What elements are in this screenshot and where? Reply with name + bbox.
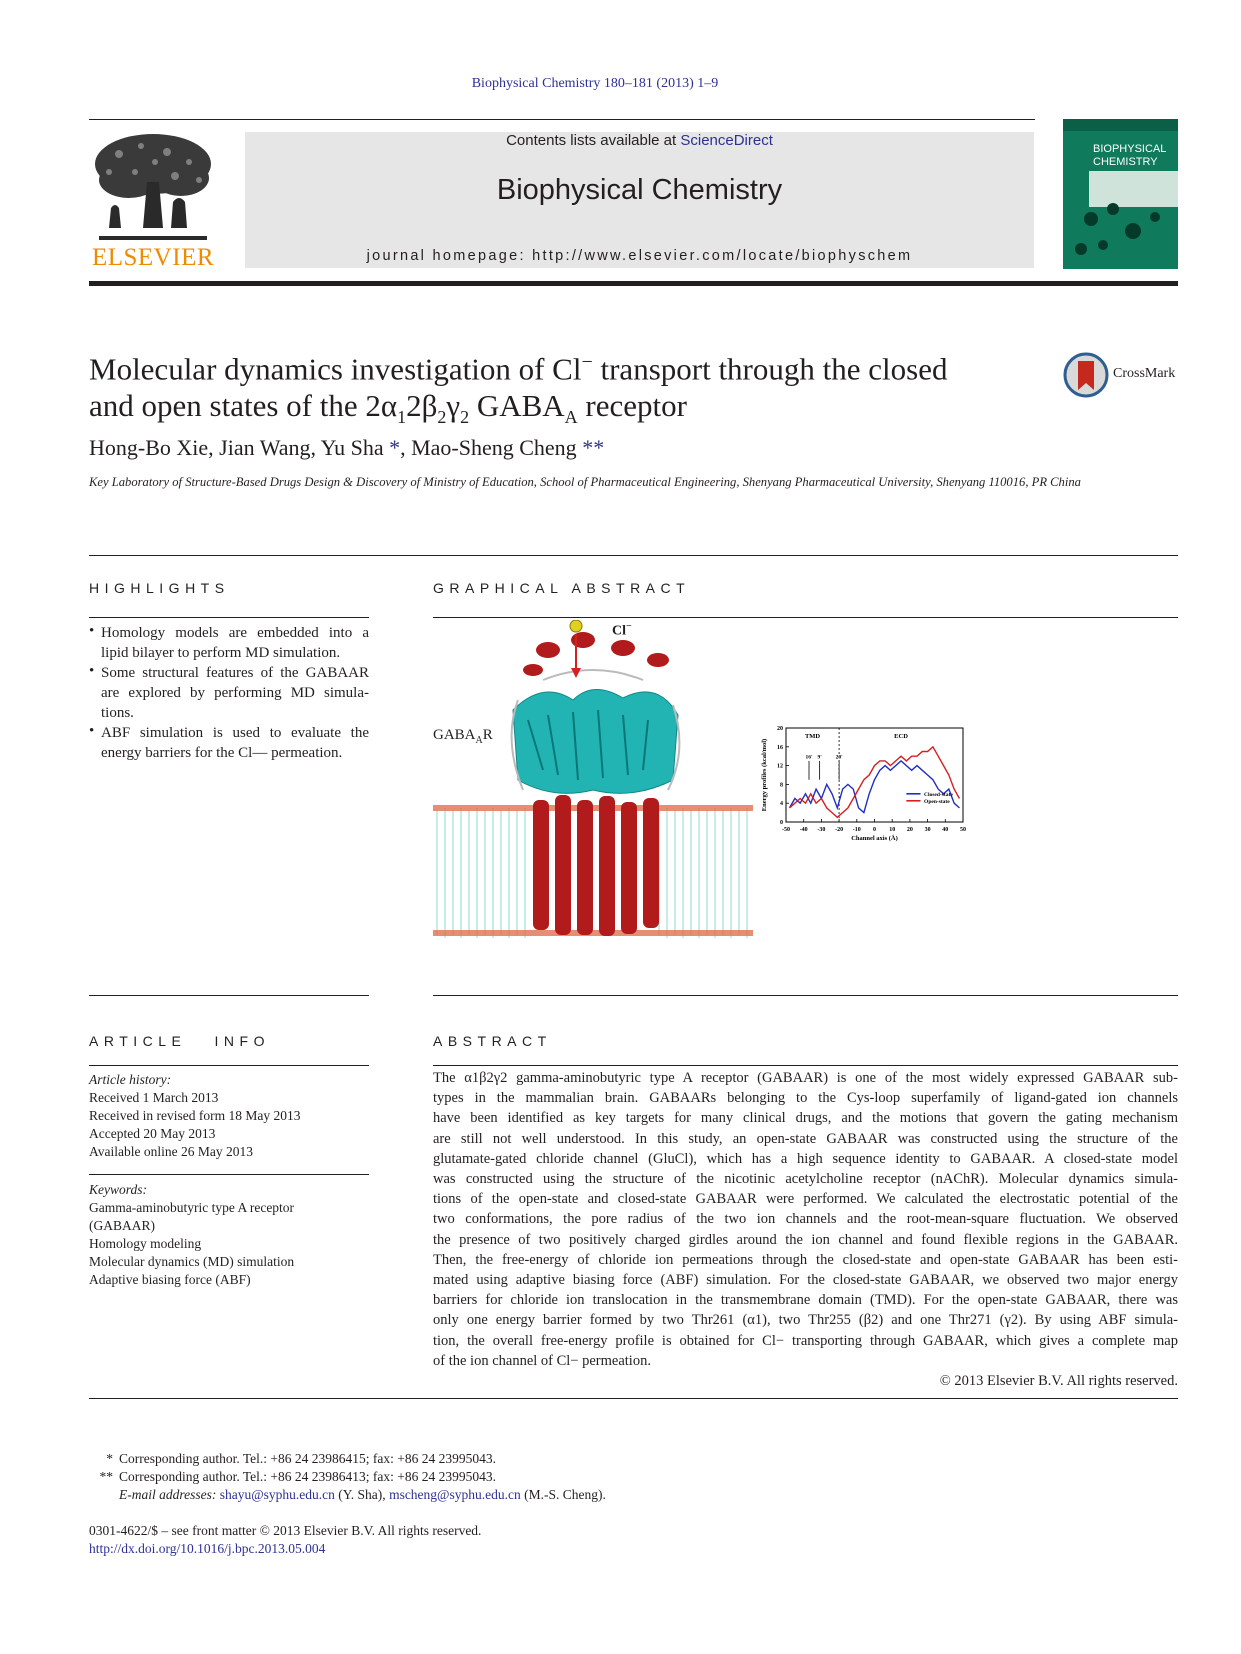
title-l2-sub3: 2 [460, 407, 470, 428]
rule-before-footnotes [89, 1398, 1178, 1399]
doi-link[interactable]: http://dx.doi.org/10.1016/j.bpc.2013.05.004 [89, 1541, 326, 1556]
title-l2-e: receptor [577, 388, 687, 424]
receptor-label-sub: A [475, 735, 483, 746]
residue-label: 20' [835, 754, 843, 761]
footnote-emails [89, 1486, 606, 1504]
crossmark-icon [1063, 352, 1109, 398]
abstract-line: only one energy barrier formed by two Thr261 (α1), two Thr255 (β2) and one Thr271 (γ2). By using ABF simula- [433, 1312, 1178, 1329]
y-tick-label: 4 [780, 801, 783, 808]
abstract-line: The α1β2γ2 gamma-aminobutyric type A receptor (GABAAR) is one of the most widely expressed GABAAR sub- [433, 1070, 1178, 1086]
corresponding-mark-2[interactable]: ** [582, 435, 605, 460]
x-tick-label: -10 [852, 827, 861, 833]
abstract-line: tion, the overall free-energy profile is obtained for Cl− transporting through GABAAR, which gives a complete map [433, 1332, 1178, 1349]
contents-line [245, 132, 1034, 149]
keywords-rule [89, 1174, 369, 1175]
contents-prefix: Contents lists available at [506, 132, 681, 149]
cover-title-1: BIOPHYSICAL [1093, 143, 1167, 155]
keyword-2: Homology modeling [89, 1236, 202, 1251]
ion-label-sup: − [626, 621, 632, 632]
receptor-label [433, 727, 493, 746]
journal-title: Biophysical Chemistry [496, 174, 783, 206]
highlights-rule [89, 617, 369, 618]
highlight-3-line-2: energy barriers for the Cl— permeation. [101, 745, 343, 761]
journal-cover[interactable] [1063, 119, 1178, 269]
abstract-heading: ABSTRACT [433, 1033, 552, 1049]
cover-title-2: CHEMISTRY [1093, 156, 1158, 168]
title-l2-sub2: 2 [437, 407, 447, 428]
title-l2-sub4: A [564, 407, 578, 428]
email-link-sha[interactable]: shayu@syphu.edu.cn [219, 1487, 335, 1502]
transmembrane-helices [533, 795, 659, 936]
email-label: E-mail addresses: [119, 1487, 217, 1502]
highlight-2-line-2: are explored by performing MD simula- [101, 685, 369, 701]
plot-frame [786, 728, 963, 822]
footnote-1 [89, 1450, 606, 1468]
title-l2-c: γ [446, 388, 461, 424]
footnote-2-text: Corresponding author. Tel.: +86 24 23986413; fax: +86 24 23995043. [119, 1469, 497, 1484]
x-tick-label: 20 [906, 827, 913, 833]
abstract-line: types in the mammalian brain. GABAARs belonging to the Cys-loop superfamily of ligand-gated ion channels [433, 1090, 1178, 1107]
y-tick-label: 16 [777, 744, 783, 751]
title-l2-b: 2β [406, 388, 438, 424]
abstract-line: tions of the open-state and closed-state GABAAR were performed. We calculated the electrostatic potential of the [433, 1191, 1178, 1208]
y-tick-label: 12 [777, 763, 783, 770]
keyword-3: Molecular dynamics (MD) simulation [89, 1254, 295, 1269]
journal-citation[interactable]: Biophysical Chemistry 180–181 (2013) 1–9 [471, 76, 719, 91]
residue-label: 9' [817, 754, 822, 761]
rule-before-highlights [89, 555, 1178, 556]
abstract-line: was constructed using the structure of the nicotinic acetylcholine receptor (nAChR). Molecular dynamics simula- [433, 1171, 1178, 1188]
ion-label-text: Cl [612, 623, 626, 639]
article-title [89, 344, 1019, 437]
affiliation: Key Laboratory of Structure-Based Drugs Design & Discovery of Ministry of Education, School of Pharmaceutical Engineering, Shenyang Pharmaceutical University, Shenyang 110016, PR China [89, 475, 1081, 489]
bullet: • [89, 663, 95, 679]
x-tick-label: -50 [782, 827, 790, 833]
cover-top-band [1063, 119, 1178, 131]
title-l1-a: Molecular dynamics investigation of Cl [89, 351, 582, 387]
rule-left-article-info [89, 995, 369, 996]
abstract-line-last: of the ion channel of Cl− permeation. [433, 1352, 651, 1369]
x-axis-label: Channel axis (Å) [851, 835, 898, 842]
legend-label: Open-state [924, 798, 950, 805]
x-tick-label: 50 [960, 827, 966, 833]
highlight-1-line-1: Homology models are embedded into a [101, 625, 369, 641]
front-matter-text: 0301-4622/$ – see front matter © 2013 Elsevier B.V. All rights reserved. [89, 1523, 482, 1538]
series-line-closed-state [790, 761, 960, 813]
graphical-abstract-rule [433, 617, 1178, 618]
article-history [89, 1071, 300, 1161]
graphical-abstract-heading: GRAPHICAL ABSTRACT [433, 580, 691, 596]
footnote-2-mark: ** [99, 1469, 113, 1484]
title-l2-a: and open states of the 2α [89, 388, 398, 424]
receptor-label-b: R [482, 727, 493, 743]
history-label: Article history: [89, 1072, 172, 1087]
x-tick-label: -20 [835, 827, 844, 833]
highlight-2-line-3: tions. [101, 705, 134, 721]
ion-label [612, 621, 632, 640]
bullet: • [89, 623, 95, 639]
email-link-cheng[interactable]: mscheng@syphu.edu.cn [389, 1487, 521, 1502]
keyword-4: Adaptive biasing force (ABF) [89, 1272, 251, 1287]
authors-part-2: , Mao-Sheng Cheng [400, 435, 583, 460]
keywords-label: Keywords: [89, 1182, 147, 1197]
highlight-3-line-1: ABF simulation is used to evaluate the [101, 725, 369, 741]
history-received: Received 1 March 2013 [89, 1090, 219, 1105]
email-who-sha: (Y. Sha), [334, 1487, 390, 1502]
footnote-2 [89, 1468, 606, 1486]
title-l1-sup: − [581, 351, 593, 373]
history-online: Available online 26 May 2013 [89, 1144, 253, 1159]
title-l2-sub1: 1 [397, 407, 407, 428]
residue-label: 16' [805, 754, 813, 761]
x-tick-label: 40 [942, 827, 949, 833]
author-list [89, 435, 604, 461]
abstract-line: mated using adaptive biasing force (ABF) simulation. For the closed-state GABAAR, we observed two major energy [433, 1272, 1178, 1289]
x-tick-label: 30 [924, 827, 931, 833]
corresponding-mark-1[interactable]: * [389, 435, 401, 460]
abstract-line: have been identified as key targets for many clinical drugs, and the motions that govern the gating mechanism [433, 1110, 1178, 1127]
abstract-line: the presence of two positively charged girdles around the ion channel and found flexible regions in the GABAAR. [433, 1231, 1178, 1248]
receptor-structure-image [433, 620, 753, 950]
highlights-heading: HIGHLIGHTS [89, 580, 230, 596]
highlights-list [89, 623, 369, 763]
sciencedirect-link[interactable]: ScienceDirect [680, 132, 773, 149]
highlight-2 [89, 663, 369, 723]
crossmark-label: CrossMark [1113, 366, 1176, 381]
y-tick-label: 8 [780, 782, 783, 789]
annotation-tmd: TMD [804, 733, 821, 740]
publisher-wordmark: ELSEVIER [91, 244, 215, 271]
energy-profile-chart [758, 722, 988, 862]
annotation-ecd: ECD [894, 733, 908, 740]
masthead-box [245, 132, 1034, 268]
title-line-1 [89, 344, 1019, 387]
abstract-line: are still not well understood. In this study, an open-state GABAAR was constructed using the structure of the [433, 1130, 1178, 1147]
footnotes [89, 1450, 606, 1504]
title-line-2 [89, 387, 1019, 436]
footnote-1-mark: * [106, 1451, 113, 1466]
x-tick-label: 10 [889, 827, 896, 833]
title-l1-b: transport through the closed [592, 351, 948, 387]
bullet: • [89, 723, 95, 739]
y-tick-label: 0 [780, 820, 783, 826]
title-l2-d: GABA [469, 388, 565, 424]
history-accepted: Accepted 20 May 2013 [89, 1126, 216, 1141]
email-who-cheng: (M.-S. Cheng). [520, 1487, 606, 1502]
x-tick-label: 0 [873, 827, 876, 833]
x-tick-label: -40 [799, 827, 808, 833]
receptor-structure-illustration [433, 620, 753, 950]
abstract-rule [433, 1065, 1178, 1066]
keyword-1: Gamma-aminobutyric type A receptor [89, 1200, 295, 1215]
chloride-ion [570, 620, 582, 632]
authors-part-1: Hong-Bo Xie, Jian Wang, Yu Sha [89, 435, 390, 460]
rule-right-abstract [433, 995, 1178, 996]
y-tick-label: 20 [777, 726, 783, 732]
abstract-line: glutamate-gated chloride channel (GluCl), which has a high sequence identity to GABAAR. A closed-state model [433, 1150, 1178, 1167]
footnote-1-text: Corresponding author. Tel.: +86 24 23986415; fax: +86 24 23995043. [119, 1451, 497, 1466]
masthead-thick-rule [89, 281, 1178, 286]
keywords [89, 1181, 294, 1289]
abstract-copyright: © 2013 Elsevier B.V. All rights reserved. [939, 1373, 1178, 1390]
highlight-1 [89, 623, 369, 663]
legend-label: Closed-state [924, 791, 953, 798]
front-matter [89, 1522, 481, 1558]
article-info-rule [89, 1065, 369, 1066]
highlight-2-line-1: Some structural features of the GABAAR [101, 665, 369, 681]
elsevier-logo[interactable] [89, 132, 217, 272]
highlight-3 [89, 723, 369, 763]
x-tick-label: -30 [817, 827, 826, 833]
abstract-line: two conformations, the pore radius of the two ion channels and the root-mean-square fluctuation. We observed [433, 1211, 1178, 1228]
highlight-1-line-2: lipid bilayer to perform MD simulation. [101, 645, 341, 661]
elsevier-tree-icon [89, 132, 217, 244]
article-info-heading: ARTICLE INFO [89, 1033, 270, 1049]
y-axis-label: Energy profiles (kcal/mol) [761, 738, 768, 812]
abstract-line: barriers for chloride ion translocation in the transmembrane domain (TMD). For the open-state GABAAR, there was [433, 1292, 1178, 1309]
extracellular-domain [513, 689, 678, 793]
keyword-1-abbrev: (GABAAR) [89, 1218, 155, 1233]
top-rule [89, 119, 1035, 120]
abstract-line: Then, the free-energy of chloride ion permeations through the closed-state and open-state GABAAR has been esti- [433, 1251, 1178, 1268]
receptor-label-a: GABA [433, 727, 476, 743]
history-revised: Received in revised form 18 May 2013 [89, 1108, 301, 1123]
journal-homepage[interactable]: journal homepage: http://www.elsevier.com/locate/biophyschem [366, 248, 913, 264]
crossmark-badge[interactable] [1063, 352, 1183, 398]
abstract-body [433, 1068, 1178, 1391]
cover-droplets [1063, 199, 1178, 269]
